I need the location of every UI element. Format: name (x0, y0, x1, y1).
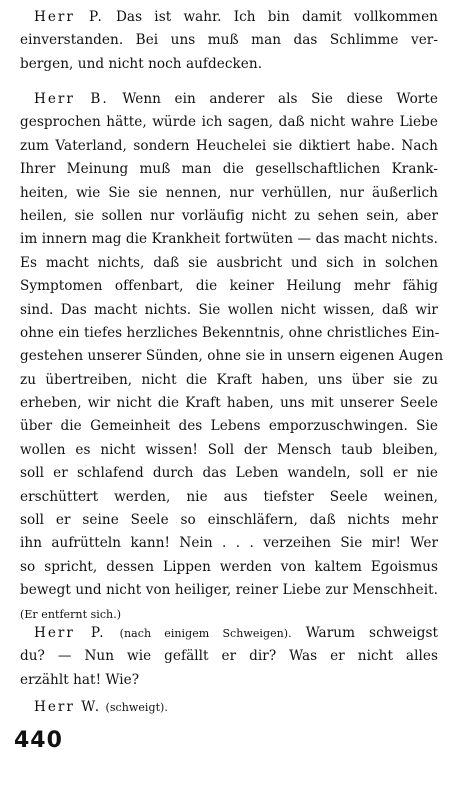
text-line: bergen, und nicht noch aufdecken. (20, 55, 263, 72)
speaker-name: Herr W. (34, 699, 102, 715)
speaker-name: Herr P. (34, 9, 104, 25)
text-line: erheben, wir nicht die Kraft haben, uns mit unserer Seele (20, 395, 438, 412)
page-number: 440 (14, 728, 63, 753)
stage-direction: (nach einigem Schweigen). (119, 627, 292, 640)
stage-direction: (Er entfernt sich.) (20, 607, 122, 621)
line-text: Das ist wahr. Ich bin damit vollkommen (115, 9, 438, 25)
text-line: so spricht, dessen Lippen werden von kaltem Egoismus (20, 558, 438, 575)
text-line: erschüttert werden, nie aus tiefster Seele weinen, (20, 488, 438, 505)
text-line: soll er schlafend durch das Leben wandeln, soll er nie (20, 465, 438, 482)
text-line (20, 6, 438, 29)
paragraph-herr-p-1 (20, 6, 438, 76)
text-line: zum Vaterland, sondern Heuchelei sie diktiert habe. Nach (20, 137, 438, 154)
text-line: Ihrer Meinung muß man die gesellschaftlichen Krank- (20, 161, 438, 178)
text-line: Symptomen offenbart, die keiner Heilung mehr fähig (20, 278, 438, 295)
speaker-name: Herr P. (34, 625, 106, 641)
text-line: wollen es nicht wissen! Soll der Mensch taub bleiben, (20, 441, 438, 458)
text-line (20, 88, 438, 111)
text-line: Es macht nichts, daß sie ausbricht und sich in solchen (20, 254, 438, 271)
text-line: du? — Nun wie gefällt er dir? Was er nicht alles (20, 648, 438, 665)
text-line: sind. Das macht nichts. Sie wollen nicht wissen, daß wir (20, 301, 438, 318)
paragraph-herr-p-2 (20, 622, 438, 692)
text-line: soll er seine Seele so einschläfern, daß nichts mehr (20, 512, 438, 529)
text-line: einverstanden. Bei uns muß man das Schlimme ver- (20, 32, 438, 49)
text-line: gestehen unserer Sünden, ohne sie in unsern eigenen Augen (20, 348, 444, 365)
text-line: im innern mag die Krankheit fortwüten — das macht nichts. (20, 231, 438, 248)
text-line: ihn aufrütteln kann! Nein . . . verzeihen Sie mir! Wer (20, 535, 438, 552)
line-text: Warum schweigst (305, 625, 439, 641)
text-line: heilen, sie sollen nur vorläufig nicht zu sehen sein, aber (20, 207, 438, 224)
stage-direction: (schweigt). (105, 701, 168, 714)
text-line: gesprochen hätte, würde ich sagen, daß nicht wahre Liebe (20, 114, 438, 131)
text-line: über die Gemeinheit des Lebens emporzuschwingen. Sie (20, 418, 438, 435)
paragraph-herr-w (20, 696, 438, 719)
text-line: bewegt und nicht von heiliger, reiner Liebe zur Menschheit. (20, 582, 438, 599)
text-line: erzählt hat! Wie? (20, 671, 140, 688)
text-line (20, 696, 438, 719)
paragraph-herr-b (20, 88, 444, 626)
text-line: ohne ein tiefes herzliches Bekenntnis, ohne christliches Ein- (20, 324, 440, 341)
text-line: heiten, wie Sie sie nennen, nur verhüllen, nur äußerlich (20, 184, 438, 201)
text-line (20, 622, 438, 645)
speaker-name: Herr B. (34, 91, 109, 107)
text-line: zu übertreiben, nicht die Kraft haben, uns über sie zu (20, 371, 438, 388)
line-text: Wenn ein anderer als Sie diese Worte (122, 91, 438, 107)
